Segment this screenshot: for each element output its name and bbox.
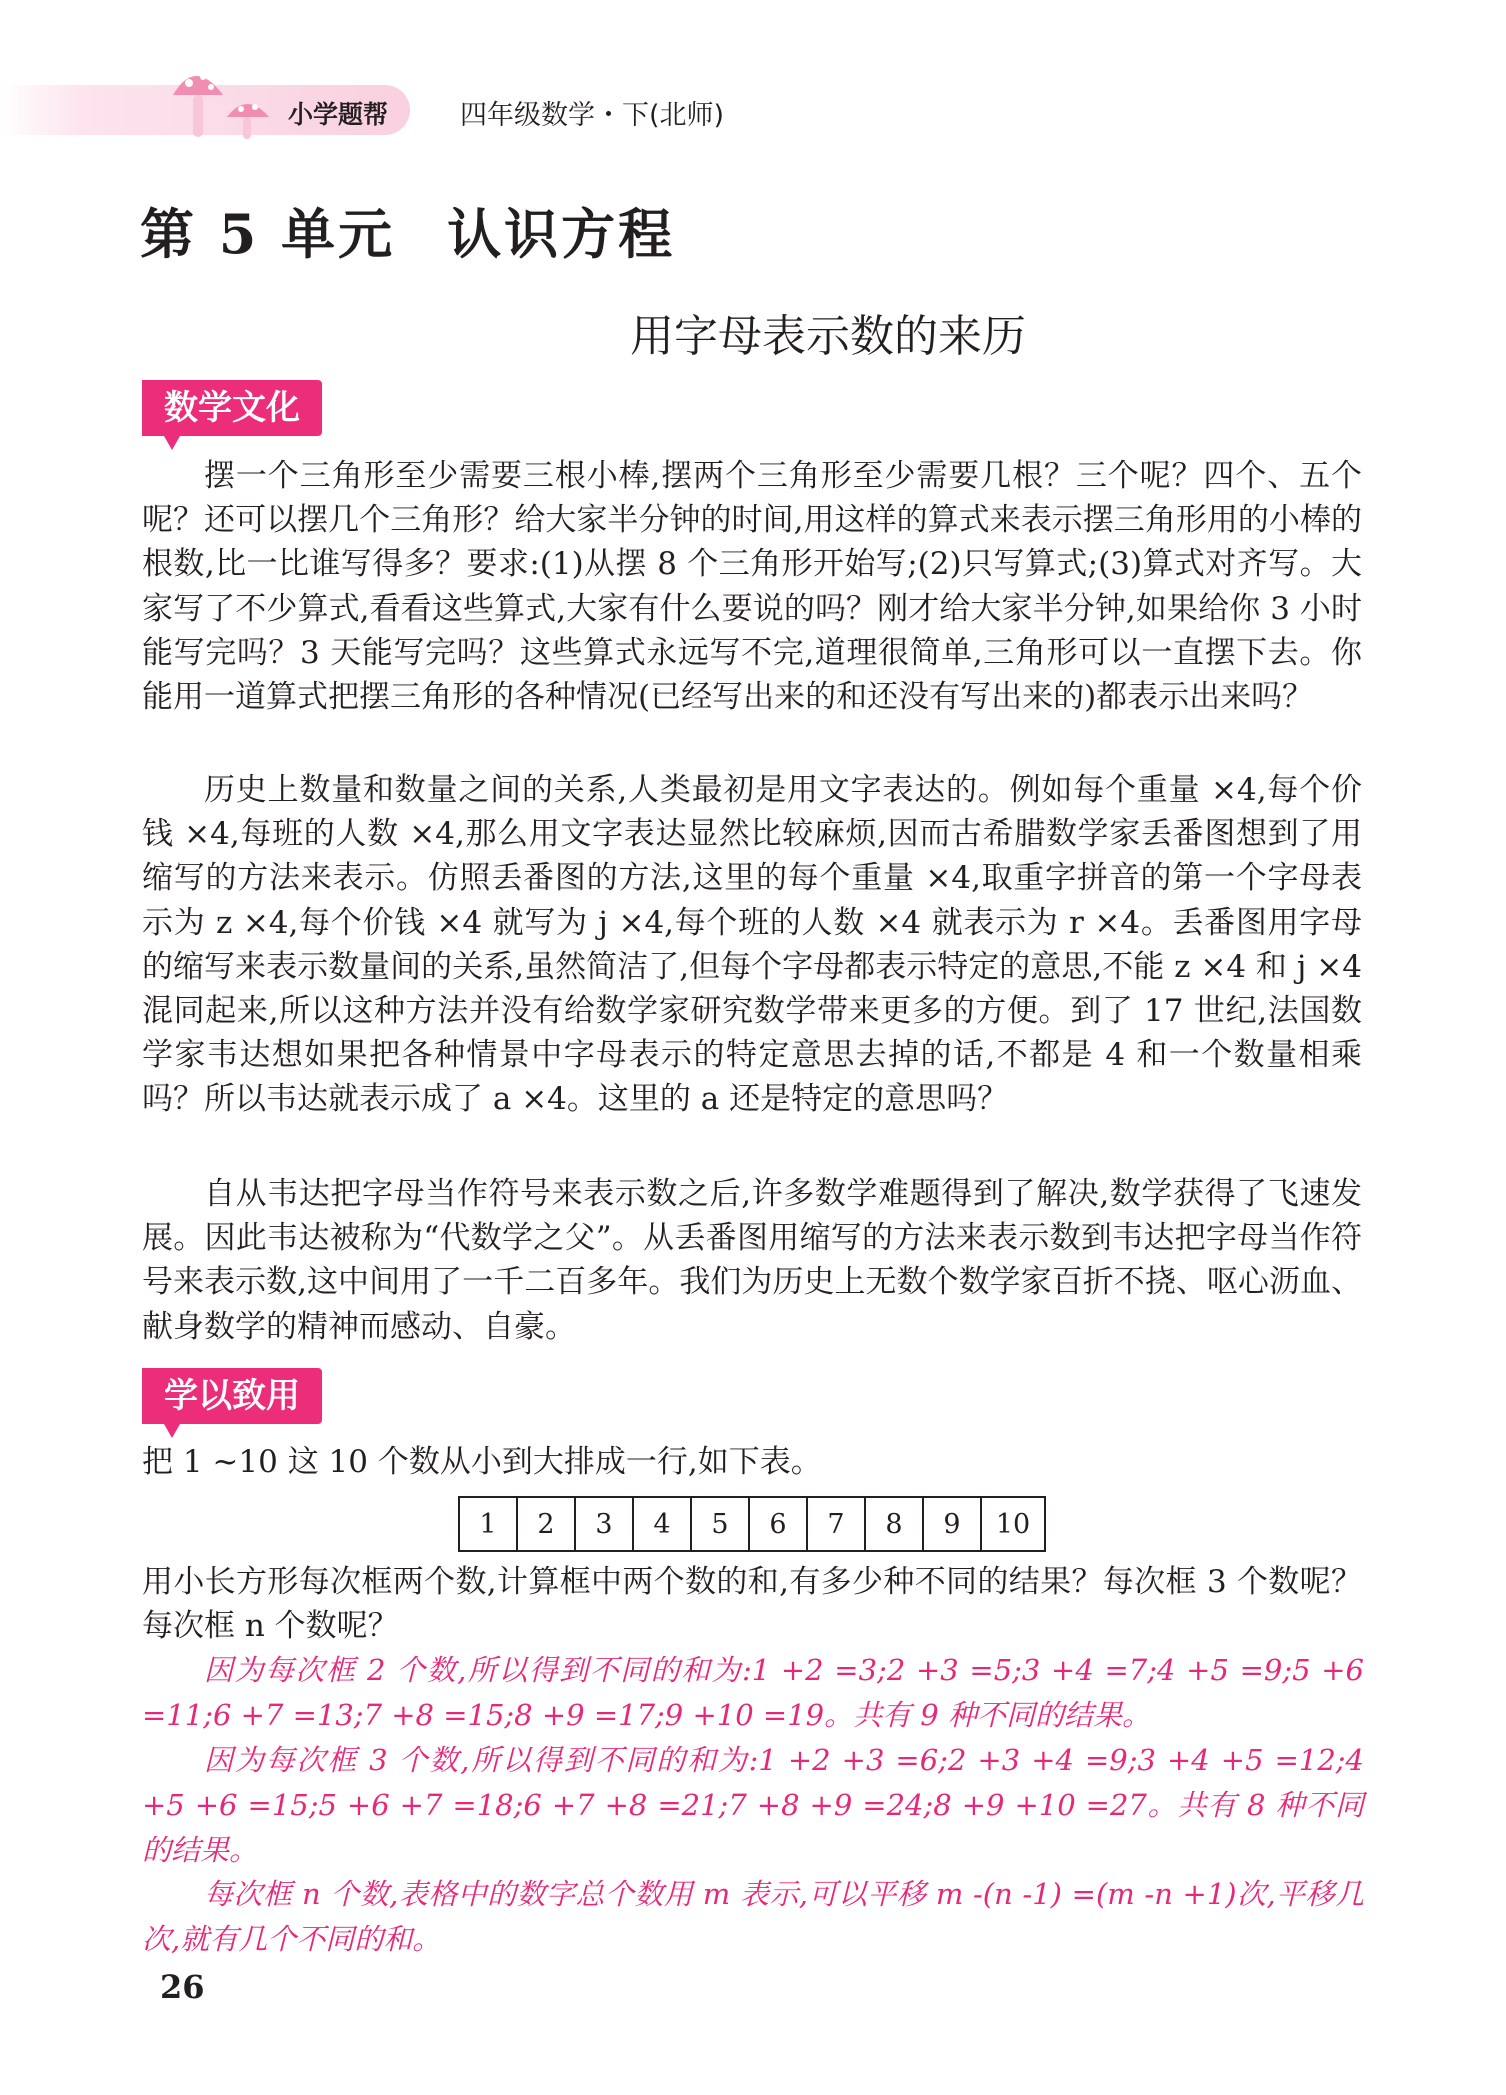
page-number: 26 bbox=[160, 1968, 205, 2006]
table-cell: 3 bbox=[575, 1497, 633, 1551]
brand-name: 小学题帮 bbox=[288, 100, 389, 129]
unit-topic: 认识方程 bbox=[447, 202, 676, 266]
paragraph-1: 摆一个三角形至少需要三根小棒,摆两个三角形至少需要几根？三个呢？四个、五个呢？还可以摆几个三角形？给大家半分钟的时间,用这样的算式来表示摆三角形用的小棒的根数,比一比谁写得多？要求:(1)从摆 8 个三角形开始写;(2)只写算式;(3)算式对齐写。大家写了不少算式,看看这些算式,大家有什么要说的吗？刚才给大家半分钟,如果给你 3 小时能写完吗？3 天能写完吗？这些算式永远写不完,道理很简单,三角形可以一直摆下去。你能用一道算式把摆三角形的各种情况(已经写出来的和还没有写出来的)都表示出来吗？ bbox=[142, 458, 1362, 716]
exercise-question: 用小长方形每次框两个数,计算框中两个数的和,有多少种不同的结果？每次框 3 个数呢？每次框 n 个数呢？ bbox=[142, 1564, 1362, 1645]
answer-3: 每次框 n 个数,表格中的数字总个数用 m 表示,可以平移 m -(n -1) =(m -n +1)次,平移几次,就有几个不同的和。 bbox=[142, 1877, 1364, 1956]
number-table bbox=[458, 1496, 1046, 1552]
lesson-title: 用字母表示数的来历 bbox=[630, 311, 1026, 362]
paragraph-2: 历史上数量和数量之间的关系,人类最初是用文字表达的。例如每个重量 ×4,每个价钱 ×4,每班的人数 ×4,那么用文字表达显然比较麻烦,因而古希腊数学家丢番图想到了用缩写的方法来表示。仿照丢番图的方法,这里的每个重量 ×4,取重字拼音的第一个字母表示为 z ×4,每个价钱 ×4 就写为 j ×4,每个班的人数 ×4 就表示为 r ×4。丢番图用字母的缩写来表示数量间的关系,虽然简洁了,但每个字母都表示特定的意思,不能 z ×4 和 j ×4 混同起来,所以这种方法并没有给数学家研究数学带来更多的方便。到了 17 世纪,法国数学家韦达想如果把各种情景中字母表示的特定意思去掉的话,不都是 4 和一个数量相乘吗？所以韦达就表示成了 a ×4。这里的 a 还是特定的意思吗？ bbox=[142, 772, 1363, 1118]
section-tag-apply: 学以致用 bbox=[142, 1368, 322, 1424]
exercise-intro: 把 1 ~10 这 10 个数从小到大排成一行,如下表。 bbox=[142, 1444, 822, 1480]
table-cell: 8 bbox=[865, 1497, 923, 1551]
table-cell: 9 bbox=[923, 1497, 981, 1551]
answer-1: 因为每次框 2 个数,所以得到不同的和为:1 +2 =3;2 +3 =5;3 +4 =7;4 +5 =9;5 +6 =11;6 +7 =13;7 +8 =15;8 +9 =17;9 +10 =19。共有 9 种不同的结果。 bbox=[142, 1653, 1364, 1732]
unit-title bbox=[140, 192, 675, 269]
table-cell: 2 bbox=[517, 1497, 575, 1551]
mushroom-logo-icon bbox=[165, 55, 285, 145]
table-cell: 4 bbox=[633, 1497, 691, 1551]
book-title: 四年级数学・下(北师) bbox=[460, 100, 725, 131]
table-cell: 10 bbox=[981, 1497, 1045, 1551]
paragraph-3: 自从韦达把字母当作符号来表示数之后,许多数学难题得到了解决,数学获得了飞速发展。因此韦达被称为“代数学之父”。从丢番图用缩写的方法来表示数到韦达把字母当作符号来表示数,这中间用了一千二百多年。我们为历史上无数个数学家百折不挠、呕心沥血、献身数学的精神而感动、自豪。 bbox=[142, 1176, 1362, 1345]
table-cell: 5 bbox=[691, 1497, 749, 1551]
table-cell: 1 bbox=[459, 1497, 517, 1551]
unit-number: 第 5 单元 bbox=[140, 202, 396, 266]
answer-2: 因为每次框 3 个数,所以得到不同的和为:1 +2 +3 =6;2 +3 +4 =9;3 +4 +5 =12;4 +5 +6 =15;5 +6 +7 =18;6 +7 +8 =21;7 +8 +9 =24;8 +9 +10 =27。共有 8 种不同的结果。 bbox=[142, 1743, 1364, 1867]
section-tag-math-culture: 数学文化 bbox=[142, 380, 322, 436]
table-cell: 7 bbox=[807, 1497, 865, 1551]
table-cell: 6 bbox=[749, 1497, 807, 1551]
